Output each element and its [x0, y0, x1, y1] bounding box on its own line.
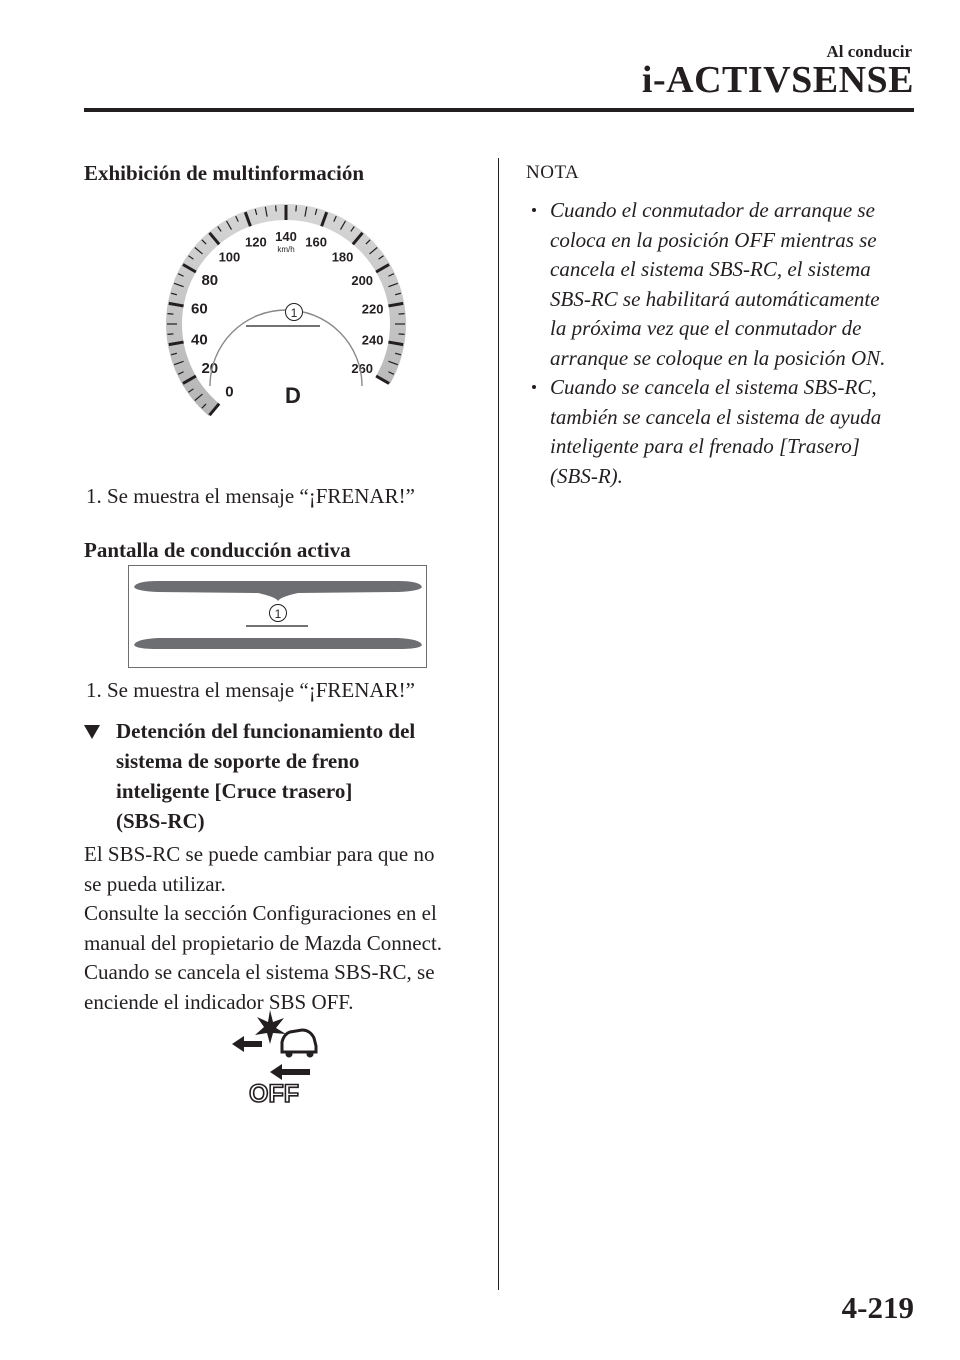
callout-number: 1 — [290, 306, 298, 320]
gauge-speed-label: 180 — [331, 249, 354, 265]
stop-operation-heading — [84, 716, 480, 836]
active-display-heading: Pantalla de conducción activa — [84, 538, 351, 562]
inner-arc — [210, 310, 362, 386]
gauge-speed-label: 200 — [351, 273, 374, 288]
note-line: cancela el sistema SBS-RC, el sistema — [550, 257, 871, 281]
note-line: inteligente para el frenado [Trasero] — [550, 434, 860, 458]
bullet-dot-icon — [532, 385, 536, 389]
body-line: Cuando se cancela el sistema SBS-RC, se — [84, 960, 435, 984]
gauge-speed-label: 100 — [218, 249, 241, 265]
note-line: coloca en la posición OFF mientras se — [550, 227, 877, 252]
body-line: manual del propietario de Mazda Connect. — [84, 930, 443, 955]
page-number: 4-219 — [841, 1290, 914, 1325]
gauge-speed-label: 140 — [275, 229, 297, 244]
gauge-tick — [276, 205, 277, 211]
gauge-speed-label: 240 — [361, 332, 384, 348]
triangle-bullet-icon — [84, 725, 100, 739]
gauge-tick — [296, 205, 297, 211]
left-arrow-shape — [232, 1036, 262, 1052]
note-line: (SBS-R). — [550, 463, 623, 488]
body-line: enciende el indicador SBS OFF. — [84, 989, 354, 1014]
body-paragraph — [84, 840, 442, 1017]
body-line: El SBS-RC se puede cambiar para que no — [84, 842, 435, 866]
gauge-speed-label: 80 — [201, 272, 219, 289]
car-outline-shape — [282, 1030, 316, 1052]
off-label: OFF — [249, 1080, 299, 1104]
multi-info-heading: Exhibición de multinformación — [84, 161, 365, 185]
stop-heading-line: Detención del funcionamiento del — [116, 719, 416, 743]
gauge-speed-label: 220 — [361, 301, 384, 317]
header-rule — [84, 108, 914, 112]
gauge-tick — [167, 314, 173, 315]
section-label: Al conducir — [826, 42, 912, 61]
reverse-arrow-shape — [270, 1064, 310, 1080]
sbs-off-indicator-icon — [226, 1008, 322, 1104]
stop-heading-line: (SBS-RC) — [116, 809, 205, 833]
gauge-tick — [167, 334, 173, 335]
body-line: Consulte la sección Configuraciones en el — [84, 901, 437, 925]
gear-indicator: D — [285, 383, 301, 408]
active-display-caption: 1. Se muestra el mensaje “¡FRENAR!” — [86, 678, 415, 702]
gauge-speed-label: 260 — [351, 361, 374, 376]
chapter-title: i-ACTIVSENSE — [641, 59, 914, 101]
note-line: Cuando el conmutador de arranque se — [550, 198, 875, 222]
active-display-illustration — [128, 565, 428, 669]
hud-callout-number: 1 — [274, 607, 282, 621]
note-line: arranque se coloque en la posición ON. — [550, 345, 886, 370]
note-line: SBS-RC se habilitará automáticamente — [550, 286, 880, 311]
note-line: también se cancela el sistema de ayuda — [550, 404, 882, 429]
note-line: la próxima vez que el conmutador de — [550, 316, 862, 340]
gauge-speed-label: 20 — [201, 360, 219, 377]
gauge-tick — [399, 314, 405, 315]
hud-bottom-bar — [134, 638, 422, 649]
stop-heading-line: sistema de soporte de freno — [116, 749, 360, 773]
speedometer-illustration — [152, 200, 412, 450]
note-bullet — [526, 373, 885, 491]
note-line: Cuando se cancela el sistema SBS-RC, — [550, 375, 877, 399]
gauge-speed-label: 160 — [305, 234, 327, 250]
note-bullet — [526, 196, 885, 373]
impact-star-shape — [255, 1010, 286, 1044]
stop-heading-line: inteligente [Cruce trasero] — [116, 779, 353, 803]
gauge-speed-label: 0 — [225, 383, 234, 401]
column-divider — [498, 158, 499, 1290]
note-label: NOTA — [526, 162, 580, 183]
body-line: se pueda utilizar. — [84, 871, 226, 896]
gauge-unit-label: km/h — [277, 245, 295, 254]
gauge-tick — [399, 334, 405, 335]
multi-info-caption: 1. Se muestra el mensaje “¡FRENAR!” — [86, 484, 415, 508]
note-bullets — [526, 196, 885, 491]
gauge-speed-label: 40 — [190, 331, 208, 349]
gauge-speed-label: 60 — [190, 300, 208, 318]
gauge-speed-label: 120 — [245, 234, 267, 250]
bullet-dot-icon — [532, 208, 536, 212]
